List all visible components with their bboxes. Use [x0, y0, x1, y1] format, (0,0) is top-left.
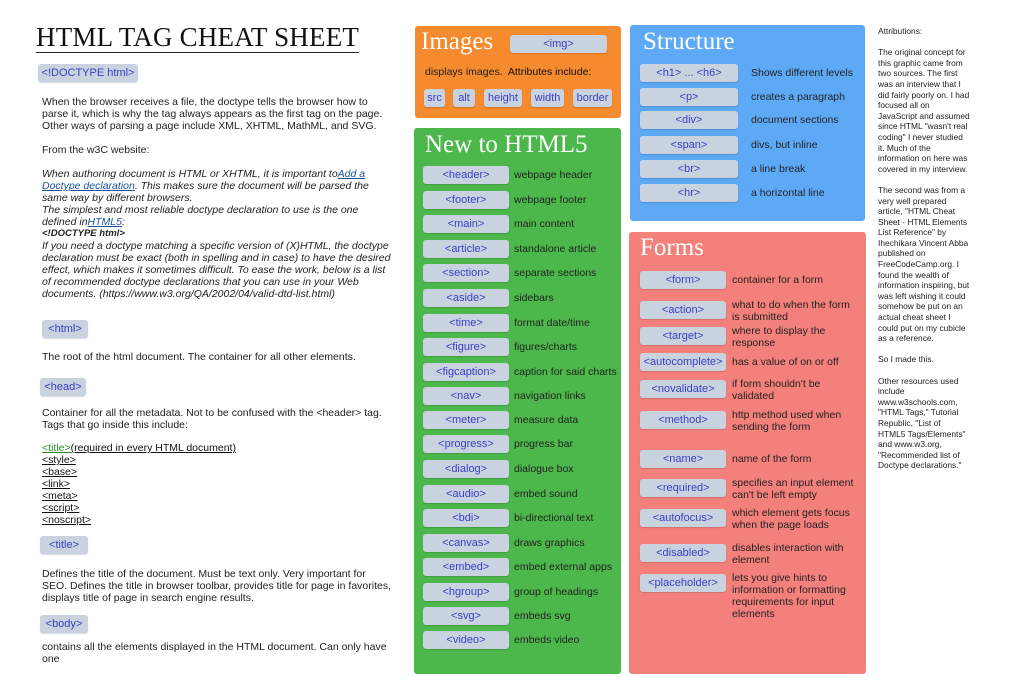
html5-description: figures/charts	[514, 341, 578, 353]
html5-description: embeds video	[514, 634, 580, 646]
forms-description: if form shouldn't be validated	[732, 378, 821, 402]
html5-tag: <svg>	[423, 607, 509, 625]
attributions-paragraph: So I made this.	[878, 354, 934, 365]
title-description: Defines the title of the document. Must be text only. Very important for SEO. Defines the title in browser toolbar, provides title for page in favorites, displays title of page in search engine results.	[42, 568, 392, 604]
html-description: The root of the html document. The container for all other elements.	[42, 351, 356, 363]
forms-tag: <form>	[640, 271, 726, 289]
w3c-text: When authoring document is HTML or XHTML, it is important to	[42, 168, 338, 180]
w3c-quote-c: If you need a doctype matching a specific version of (X)HTML, the doctype declaration must be exact (both in spelling and in case) to have the desired effect, which makes it sometimes difficult. To ease the work, below is a list of recommended doctype declarations that you can use in your Web documents. (https://www.w3.org/QA/2002/04/valid-dtd-list.html)	[42, 240, 391, 300]
html5-description: navigation links	[514, 390, 586, 402]
head-tag: <head>	[40, 378, 86, 396]
html5-description: webpage footer	[514, 194, 587, 206]
attr-height: height	[484, 89, 522, 107]
images-desc-b: Attributes include:	[507, 66, 592, 78]
html5-tag: <hgroup>	[423, 583, 509, 601]
structure-description: document sections	[751, 114, 839, 126]
html5-tag: <video>	[423, 631, 509, 649]
html5-tag: <time>	[423, 314, 509, 332]
doctype-tag: <!DOCTYPE html>	[38, 64, 138, 82]
html5-description: sidebars	[514, 292, 554, 304]
html5-description: draws graphics	[514, 537, 585, 549]
forms-tag: <action>	[640, 301, 726, 319]
html5-tag: <main>	[423, 215, 509, 233]
attributions	[878, 26, 970, 482]
html5-description: separate sections	[514, 267, 597, 279]
w3c-text: . This makes sure the document will be parsed the same way by different browsers.	[42, 180, 369, 204]
html5-title: New to HTML5	[425, 131, 588, 158]
html5-tag: <dialog>	[423, 460, 509, 478]
forms-description: lets you give hints to information or formatting requirements for input elements	[732, 572, 846, 620]
html5-description: bi-directional text	[514, 512, 594, 524]
title-tag: <title>	[40, 536, 88, 554]
structure-description: creates a paragraph	[751, 91, 845, 103]
w3c-text: :	[121, 216, 125, 228]
html5-description: progress bar	[514, 438, 573, 450]
page-title: HTML TAG CHEAT SHEET	[36, 22, 360, 52]
head-list-item: <noscript>	[42, 514, 92, 526]
structure-tag: <div>	[640, 111, 738, 129]
html5-description: standalone article	[514, 243, 597, 255]
attributions-paragraph: The second was from a very well prepared article, "HTML Cheat Sheet - HTML Elements List Reference" by Ihechikara Vincent Abba published on FreeCodeCamp.org. I found the wealth of information inspiring, but was left wishing it could somehow be put on an actual cheat sheet I could put on my cubicle as a reference.	[878, 184, 970, 344]
forms-description: http method used when sending the form	[732, 409, 842, 433]
w3c-code: <!DOCTYPE html>	[42, 228, 125, 239]
html5-description: format date/time	[514, 317, 590, 329]
html5-tag: <section>	[423, 264, 509, 282]
head-list-item: <base>	[42, 466, 78, 478]
attr-src: src	[424, 89, 445, 107]
head-list-item: <style>	[42, 454, 76, 466]
forms-tag: <autocomplete>	[640, 353, 726, 371]
html5-tag: <figcaption>	[423, 363, 509, 381]
structure-description: divs, but inline	[751, 139, 818, 151]
images-title: Images	[421, 28, 494, 55]
structure-tag: <h1> ... <h6>	[640, 64, 738, 82]
head-text: Container for all the metadata. Not to be confused with the <header> tag. Tags that go inside this include:	[42, 407, 382, 431]
html5-tag: <nav>	[423, 387, 509, 405]
html5-tag: <progress>	[423, 435, 509, 453]
structure-description: a horizontal line	[751, 187, 825, 199]
forms-description: which element gets focus when the page loads	[732, 507, 850, 531]
attributions-paragraph: Other resources used include www.w3schools.com, "HTML Tags," Tutorial Republic, "List of HTML5 Tags/Elements" and www.w3.org, "Recommended list of Doctype declarations."	[878, 375, 966, 471]
html5-description: embed sound	[514, 488, 578, 500]
html5-description: embed external apps	[514, 561, 613, 573]
html5-description: main content	[514, 218, 575, 230]
attributions-heading: Attributions:	[878, 26, 923, 36]
forms-description: name of the form	[732, 453, 812, 465]
head-title-note: (required in every HTML document)	[70, 442, 236, 454]
structure-tag: <br>	[640, 160, 738, 178]
forms-tag: <method>	[640, 411, 726, 429]
w3c-text: The simplest and most reliable doctype declaration to use is the one defined in	[42, 204, 359, 228]
structure-tag: <span>	[640, 136, 738, 154]
html5-tag: <bdi>	[423, 509, 509, 527]
attr-alt: alt	[453, 89, 475, 107]
html5-tag: <article>	[423, 240, 509, 258]
head-title-line	[42, 442, 392, 454]
html-tag: <html>	[42, 320, 88, 338]
html5-tag: <aside>	[423, 289, 509, 307]
html5-description: dialogue box	[514, 463, 574, 475]
forms-description: disables interaction with element	[732, 542, 844, 566]
html5-tag: <embed>	[423, 558, 509, 576]
forms-description: has a value of on or off	[732, 356, 839, 368]
forms-tag: <target>	[640, 327, 726, 345]
w3c-quote-a	[42, 168, 392, 204]
html5-link[interactable]: HTML5	[87, 216, 122, 228]
structure-title: Structure	[643, 28, 735, 55]
html5-description: webpage header	[514, 169, 593, 181]
html5-tag: <meter>	[423, 411, 509, 429]
forms-description: container for a form	[732, 274, 824, 286]
html5-description: group of headings	[514, 586, 599, 598]
forms-tag: <required>	[640, 479, 726, 497]
doctype-description	[42, 96, 392, 300]
structure-tag: <hr>	[640, 184, 738, 202]
html5-tag: <canvas>	[423, 534, 509, 552]
forms-tag: <novalidate>	[640, 380, 726, 398]
add-doctype-link[interactable]: Add a Doctype declaration	[42, 168, 366, 192]
body-tag: <body>	[40, 615, 88, 633]
head-list-item: <link>	[42, 478, 71, 490]
forms-description: where to display the response	[732, 325, 826, 349]
html5-description: embeds svg	[514, 610, 571, 622]
forms-title: Forms	[640, 234, 704, 261]
structure-description: a line break	[751, 163, 806, 175]
structure-tag: <p>	[640, 88, 738, 106]
images-desc-a: displays images.	[425, 66, 503, 78]
html5-tag: <footer>	[423, 191, 509, 209]
head-title-tag: <title>	[42, 442, 71, 454]
head-description	[42, 407, 392, 526]
attr-width: width	[531, 89, 564, 107]
w3c-intro: From the w3C website:	[42, 144, 150, 156]
forms-tag: <name>	[640, 450, 726, 468]
structure-description: Shows different levels	[751, 67, 853, 79]
forms-description: specifies an input element can't be left empty	[732, 477, 854, 501]
html5-description: measure data	[514, 414, 579, 426]
forms-tag: <autofocus>	[640, 509, 726, 527]
html5-tag: <header>	[423, 166, 509, 184]
html5-tag: <audio>	[423, 485, 509, 503]
head-list-item: <script>	[42, 502, 80, 514]
images-description	[425, 66, 591, 78]
w3c-quote-b	[42, 204, 392, 228]
attributions-paragraph: The original concept for this graphic came from two sources. The first was an interview that I did fairly poorly on. I had focused all on JavaScript and assumed since HTML "wasn't real coding" I never studied it. Much of the information on here was covered in my interview.	[878, 47, 970, 174]
attr-border: border	[573, 89, 612, 107]
body-description: contains all the elements displayed in the HTML document. Can only have one	[42, 641, 387, 665]
forms-tag: <placeholder>	[640, 574, 726, 592]
img-tag: <img>	[510, 35, 607, 53]
html5-tag: <figure>	[423, 338, 509, 356]
html5-description: caption for said charts	[514, 366, 617, 378]
head-list-item: <meta>	[42, 490, 78, 502]
doctype-paragraph: When the browser receives a file, the doctype tells the browser how to parse it, which is why the tag always appears as the first tag on the page. Other ways of parsing a page include XML, XHTML, MathML, and SVG.	[42, 96, 383, 132]
forms-description: what to do when the form is submitted	[732, 299, 850, 323]
forms-tag: <disabled>	[640, 544, 726, 562]
